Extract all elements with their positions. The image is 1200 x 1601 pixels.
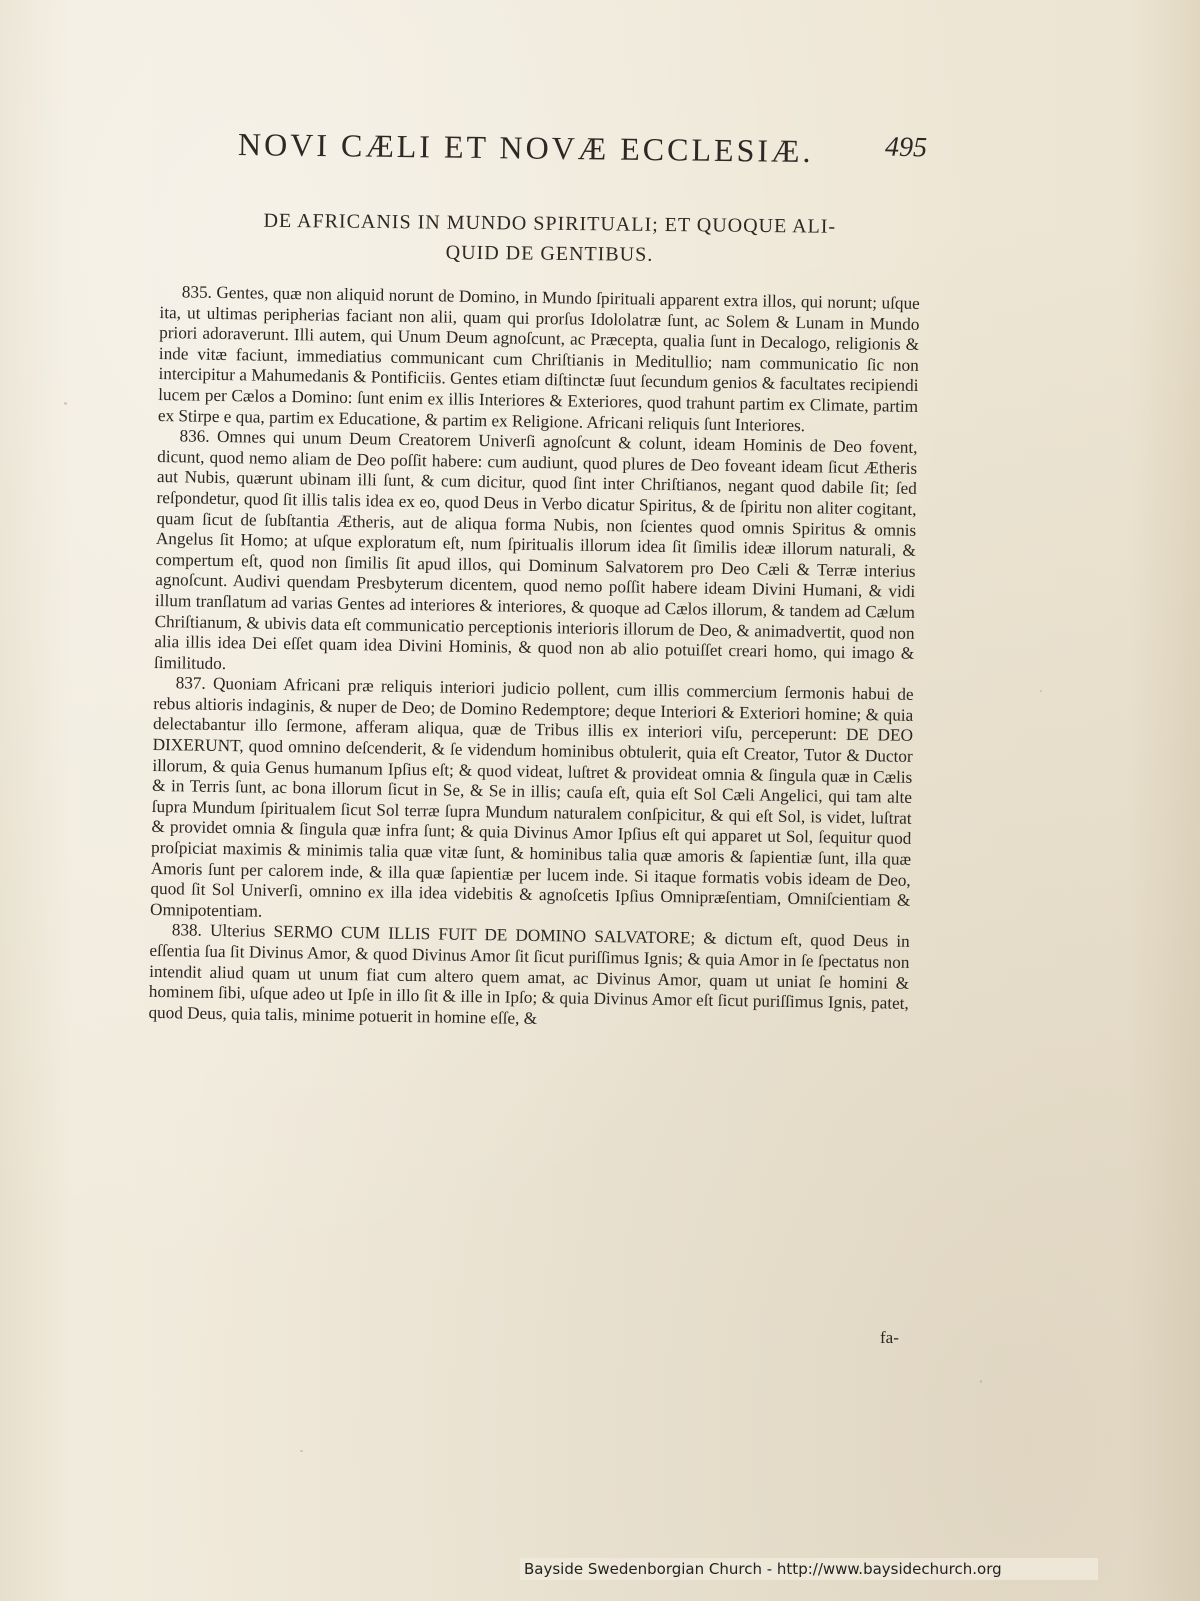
- paragraph-835: 835. Gentes, quæ non aliquid norunt de Domino, in Mundo ſpirituali apparent extra illos, qui norunt; uſque ita, ut ultimas peripherias faciant non alii, quam qui prorſus Idololatræ ſunt, ac Solem & Lunam in Mundo priori adoraverunt. Illi autem, qui Unum Deum agnoſcunt, ac Præcepta, qualia ſunt in Decalogo, religionis & inde vitæ faciunt, immediatius communicant cum Chriſtianis in Meditullio; nam communicatio ſic non intercipitur a Mahumedanis & Pontificiis. Gentes etiam diſtinctæ ſuut ſecundum genios & facultates recipiendi lucem per Cælos a Domino: ſunt enim ex illis Interiores & Exteriores, quod trahunt partim ex Climate, partim ex Stirpe e qua, partim ex Educatione, & partim ex Religione. Africani reliquis ſunt Interiores.: [157, 282, 920, 435]
- section-heading-line-1: DE AFRICANIS IN MUNDO SPIRITUALI; ET QUOQUE ALI-: [263, 209, 837, 238]
- paper-speck: [64, 402, 67, 405]
- paper-speck: [1040, 690, 1042, 692]
- body-text: [148, 282, 920, 1035]
- paragraph-837: 837. Quoniam Africani præ reliquis interiori judicio pollent, cum illis commercium ſermonis habui de rebus altioris indaginis, & nuper de Deo; de Domino Redemptore; deque Interiori & Exteriori homine; & quia delectabantur illo ſermone, afferam aliqua, quæ de Tribus illis ex interiori viſu, perceperunt: DE DEO DIXERUNT, quod omnino deſcenderit, & ſe videndum hominibus obtulerit, quia eſt Creator, Tutor & Ductor illorum, & quia Genus humanum Ipſius eſt; & quod videat, luſtret & provideat omnia & ſingula quæ in Cælis & in Terris ſunt, ac bona illorum ſicut in Se, & Se in illis; cauſa eſt, quia eſt Sol Cæli Angelici, qui tam alte ſupra Mundum ſpiritualem ſicut Sol terræ ſupra Mundum naturalem conſpicitur, & qui eſt Sol, is videt, luſtrat & providet omnia & ſingula quæ infra ſunt; & quia Divinus Amor Ipſius eſt qui apparet ut Sol, ſequitur quod proſpiciat maximis & minimis talia quæ vitæ ſunt, & hominibus talia quæ amoris & ſapientiæ ſunt, illa quæ Amoris ſunt per calorem inde, & illa quæ ſapientiæ per lucem inde. Si itaque formatis vobis ideam de Deo, quod ſit Sol Univerſi, omnino ex illa idea videbitis & agnoſcetis Ipſius Omnipræſentiam, Omniſcientiam & Omnipotentiam.: [149, 673, 914, 921]
- paragraph-836: 836. Omnes qui unum Deum Creatorem Univerſi agnoſcunt & colunt, ideam Hominis de Deo fovent, dicunt, quod nemo aliam de Deo poſſit habere: cum audiunt, quod plures de Deo foveant ideam ſicut Ætheris aut Nubis, quærunt ubinam illi ſunt, & cum dicitur, quod ſint inter Chriſtianos, negant quod dabile ſit; ſed reſpondetur, quod ſit illis talis idea ex eo, quod Deus in Verbo dicatur Spiritus, & de ſpiritu non aliter cogitant, quam ſicut de ſubſtantia Ætheris, aut de aliqua forma Nubis, non ſcientes quod omnis Spiritus & omnis Angelus ſit Homo; at uſque exploratum eſt, num ſpiritualis illorum idea ſit ſimilis ideæ illorum naturali, & compertum eſt, quod non ſimilis ſit apud illos, qui Dominum Salvatorem pro Deo Cæli & Terræ interius agnoſcunt. Audivi quendam Presbyterum dicentem, quod nemo poſſit habere ideam Divini Humani, & vidi illum tranſlatum ad varias Gentes ad interiores & interiores, & quoque ad Cælos illorum, & tandem ad Cælum Chriſtianum, & ubivis data eſt communicatio perceptionis interioris illorum de Deo, & animadvertit, quod non alia illis idea Dei eſſet quam idea Divini Hominis, & quod non ab alio potuiſſet creari homo, qui imago & ſimilitudo.: [153, 426, 918, 673]
- section-heading: [189, 205, 910, 273]
- paper-speck: [300, 1450, 303, 1452]
- footer-credit: Bayside Swedenborgian Church - http://www.baysidechurch.org: [520, 1558, 1098, 1580]
- running-head: [150, 120, 950, 170]
- page-number: 495: [884, 131, 928, 164]
- catchword: fa-: [880, 1328, 899, 1347]
- section-heading-line-2: QUID DE GENTIBUS.: [445, 241, 654, 266]
- running-title: NOVI CÆLI ET NOVÆ ECCLESIÆ.: [237, 126, 814, 170]
- paper-speck: [980, 1380, 982, 1383]
- paragraph-838: 838. Ulterius SERMO CUM ILLIS FUIT DE DOMINO SALVATORE; & dictum eſt, quod Deus in eſſentia ſua ſit Divinus Amor, & quod Divinus Amor ſit ſicut puriſſimus Ignis; & quia Amor in ſe ſpectatus non intendit aliud quam ut unum fiat cum altero quem amat, ac Divinus Amor, quam ut uniat ſe homini & hominem ſibi, uſque adeo ut Ipſe in illo ſit & ille in Ipſo; & quia Divinus Amor eſt ſicut puriſſimus Ignis, patet, quod Deus, quia talis, minime potuerit in homine eſſe, &: [148, 920, 910, 1028]
